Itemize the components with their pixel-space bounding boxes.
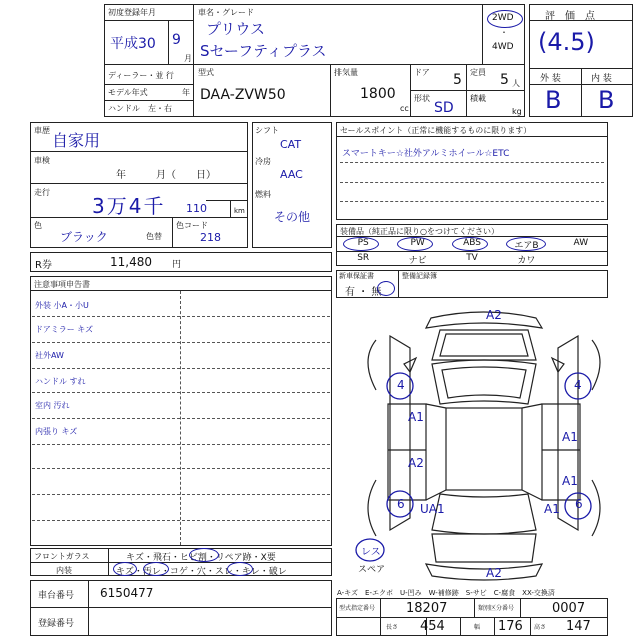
abs-circle (452, 237, 488, 251)
sales-text: スマートキー☆社外アルミホイール☆ETC (342, 149, 510, 159)
cc-label: cc (400, 104, 409, 113)
interior-cond-text: キズ・汚レ・コゲ・穴・スレ・キレ・破レ (116, 567, 287, 577)
mileage-label: 走行 (34, 188, 50, 197)
registration-label: 登録番号 (38, 619, 75, 629)
mileage-value: 3万4千 (92, 194, 166, 218)
ac-label: 冷房 (255, 157, 271, 166)
height-label: 高さ (534, 624, 547, 631)
equip-empty (554, 253, 608, 266)
color-code-value: 218 (200, 231, 221, 244)
yen-label: 円 (172, 260, 182, 270)
interior-cond-label: 内装 (56, 566, 72, 575)
note-3: 社外AW (35, 351, 64, 360)
recycle-label: R券 (35, 260, 52, 271)
reg-era: 平成30 (110, 36, 156, 52)
warranty-value: 有 ・ 無 (345, 287, 382, 298)
dmg-bottom: A2 (486, 566, 502, 580)
equip-label: 装備品（純正品に限り○をつけてください） (340, 227, 499, 236)
exterior-grade: B (545, 86, 562, 114)
model-cat-value: 18207 (406, 601, 448, 616)
km-label: km (234, 207, 245, 215)
dmg-a1-rear: A1 (544, 502, 560, 516)
rating-score: (4.5) (538, 28, 595, 56)
month-unit: 月 (184, 54, 192, 63)
dmg-a1-right2: A1 (562, 474, 578, 488)
interior-label: 内 装 (591, 74, 612, 84)
equip-abs: ABS (463, 238, 481, 248)
drive-4wd: 4WD (492, 42, 514, 52)
chassis-label: 車台番号 (38, 591, 75, 601)
use-value: 自家用 (52, 131, 101, 150)
rating-label: 評 価 点 (545, 11, 595, 22)
load-label: 積載 (470, 94, 486, 103)
dmg-top: A2 (486, 308, 502, 322)
note-4: ハンドル すれ (35, 377, 86, 386)
length-value: 454 (420, 619, 445, 634)
windshield-label: フロントガラス (34, 552, 90, 561)
handle-label: ハンドル 左・右 (108, 104, 172, 113)
dmg-left-rear: 6 (397, 497, 405, 511)
recycle-value: 11,480 (110, 255, 152, 269)
fuel-value: その他 (274, 210, 311, 224)
interior-grade: B (598, 86, 615, 114)
equip-tv: TV (466, 253, 478, 263)
capacity-value: 5 (500, 72, 509, 88)
spare-circ: レス (361, 547, 381, 558)
model-year-unit: 年 (182, 88, 190, 97)
sales-label: セールスポイント（正常に機能するものに限ります） (340, 126, 532, 135)
shape-label: 形状 (414, 94, 430, 103)
width-label: 幅 (474, 624, 481, 631)
equip-leather: カワ (517, 256, 536, 266)
ac-value: AAC (280, 168, 303, 181)
model-cat-label: 型式指定番号 (339, 605, 376, 612)
scuff-circle (227, 562, 253, 576)
model-label: 型式 (198, 68, 214, 77)
note-2: ドアミラー キズ (35, 325, 94, 334)
notes-label: 注意事項申告書 (34, 280, 90, 289)
inspection-label: 車検 (34, 156, 50, 165)
chassis-box (30, 580, 332, 636)
fuel-label: 燃料 (255, 190, 271, 199)
dmg-a1-left: A1 (408, 410, 424, 424)
capacity-label: 定員 (470, 68, 486, 77)
doors-label: ドア (414, 68, 430, 77)
damage-legend: A-キズ E-エクボ U-凹み W-補修跡 S-サビ C-腐食 XX-交換済 (337, 589, 555, 597)
displacement-value: 1800 (360, 86, 396, 102)
exterior-label: 外 装 (540, 74, 561, 84)
displacement-label: 排気量 (334, 68, 358, 77)
ps-circle (343, 237, 379, 251)
drive-2wd: 2WD (492, 13, 514, 23)
windshield-text: キズ・飛石・ヒビ割・リペア跡・X要 (126, 553, 276, 563)
scratch-circle (113, 562, 137, 576)
chassis-value: 6150477 (100, 586, 154, 600)
stain-circle (143, 562, 169, 576)
shift-label: シフト (255, 126, 279, 135)
inspection-value: 年 月（ 日） (116, 170, 216, 181)
first-reg-label: 初度登録年月 (108, 8, 156, 17)
color-code-label: 色コード (176, 221, 208, 230)
equip-pw: PW (410, 238, 425, 248)
dmg-right-front: 4 (574, 378, 582, 392)
car-grade: Sセーフティプラス (200, 42, 327, 60)
color-change-label: 色替 (146, 232, 162, 241)
car-name: プリウス (206, 20, 265, 38)
equip-row-2 (336, 253, 608, 266)
spare-label: スペア (358, 565, 386, 575)
equip-aw: AW (573, 238, 589, 248)
equip-airbag: エアB (514, 241, 539, 251)
note-6: 内張り キズ (35, 427, 78, 436)
dmg-a1-right: A1 (562, 430, 578, 444)
class-value: 0007 (552, 601, 586, 616)
kg-label: kg (512, 107, 522, 116)
shift-value: CAT (280, 138, 302, 151)
airbag-circle (506, 237, 546, 251)
model-year-label: モデル年式 (108, 88, 148, 97)
capacity-unit: 人 (512, 79, 520, 88)
length-label: 長さ (386, 624, 399, 631)
dmg-ua1: UA1 (420, 502, 445, 516)
doors-value: 5 (453, 72, 462, 88)
note-5: 室内 汚れ (35, 401, 70, 410)
equip-ps: PS (357, 238, 369, 248)
class-label: 類別区分番号 (478, 605, 515, 612)
equip-sr: SR (357, 253, 370, 263)
crack-circle (189, 548, 219, 562)
width-value: 176 (498, 619, 523, 634)
dmg-right-rear: 6 (575, 497, 583, 511)
pw-circle (397, 237, 433, 251)
shape-value: SD (434, 100, 454, 116)
dealer-label: ディーラー・並 行 (108, 71, 174, 80)
dmg-left-front: 4 (397, 378, 405, 392)
dmg-a2-left: A2 (408, 456, 424, 470)
color-label: 色 (34, 221, 42, 230)
use-label: 車歴 (34, 126, 50, 135)
record-label: 整備記録簿 (402, 272, 437, 280)
mileage-sub: 110 (186, 202, 207, 215)
equip-navi: ナビ (408, 256, 427, 266)
drive-dot: ・ (500, 28, 508, 37)
warranty-label: 新車保証書 (339, 272, 374, 280)
height-value: 147 (566, 619, 591, 634)
reg-month: 9 (172, 32, 181, 48)
note-1: 外装 小A・小U (35, 301, 89, 310)
car-grade-label: 車名・グレード (198, 8, 254, 17)
warranty-none-circle (377, 281, 395, 296)
model-value: DAA-ZVW50 (200, 87, 286, 103)
color-value: ブラック (60, 230, 108, 244)
